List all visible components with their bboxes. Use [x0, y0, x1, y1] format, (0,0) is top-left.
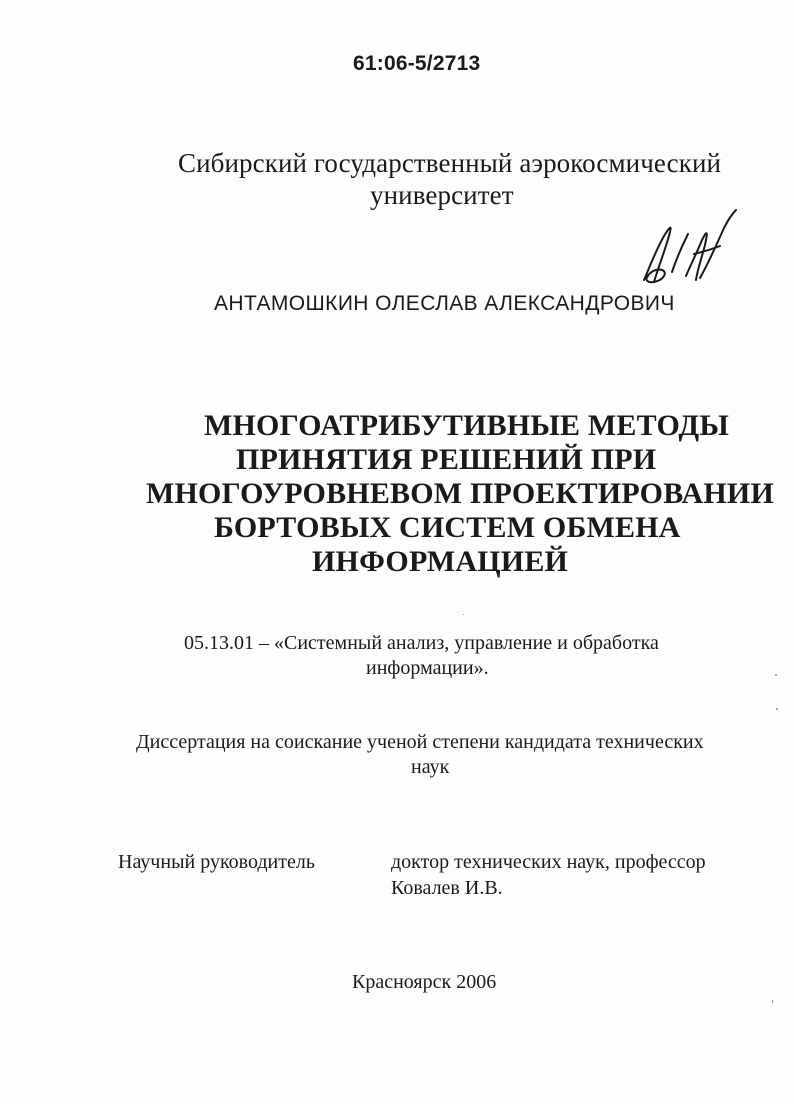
- university-name-line2: университет: [370, 180, 514, 210]
- advisor-label: Научный руководитель: [118, 851, 315, 873]
- advisor-title: доктор технических наук, профессор: [391, 851, 706, 873]
- scan-speck: [463, 614, 464, 615]
- title-line-5: ИНФОРМАЦИЕЙ: [312, 545, 569, 578]
- advisor-name: Ковалев И.В.: [391, 877, 503, 899]
- title-line-3: МНОГОУРОВНЕВОМ ПРОЕКТИРОВАНИИ: [146, 477, 774, 510]
- title-line-4: БОРТОВЫХ СИСТЕМ ОБМЕНА: [214, 511, 681, 544]
- scan-speck: [775, 674, 777, 676]
- signature-image: [636, 206, 746, 288]
- specialty-line2: информации».: [366, 657, 489, 679]
- scan-speck: [776, 708, 778, 710]
- title-line-2: ПРИНЯТИЯ РЕШЕНИЙ ПРИ: [236, 443, 657, 476]
- author-name: АНТАМОШКИН ОЛЕСЛАВ АЛЕКСАНДРОВИЧ: [214, 292, 675, 315]
- specialty-line1: 05.13.01 – «Системный анализ, управление и обработка: [184, 632, 659, 654]
- degree-line1: Диссертация на соискание ученой степени кандидата технических: [136, 731, 704, 753]
- catalog-code: 61:06-5/2713: [353, 52, 481, 75]
- degree-line2: наук: [411, 756, 450, 778]
- city-year: Красноярск 2006: [352, 971, 497, 993]
- scan-speck: [772, 1000, 773, 1003]
- title-line-1: МНОГОАТРИБУТИВНЫЕ МЕТОДЫ: [204, 409, 729, 442]
- university-name-line1: Сибирский государственный аэрокосмический: [178, 148, 722, 178]
